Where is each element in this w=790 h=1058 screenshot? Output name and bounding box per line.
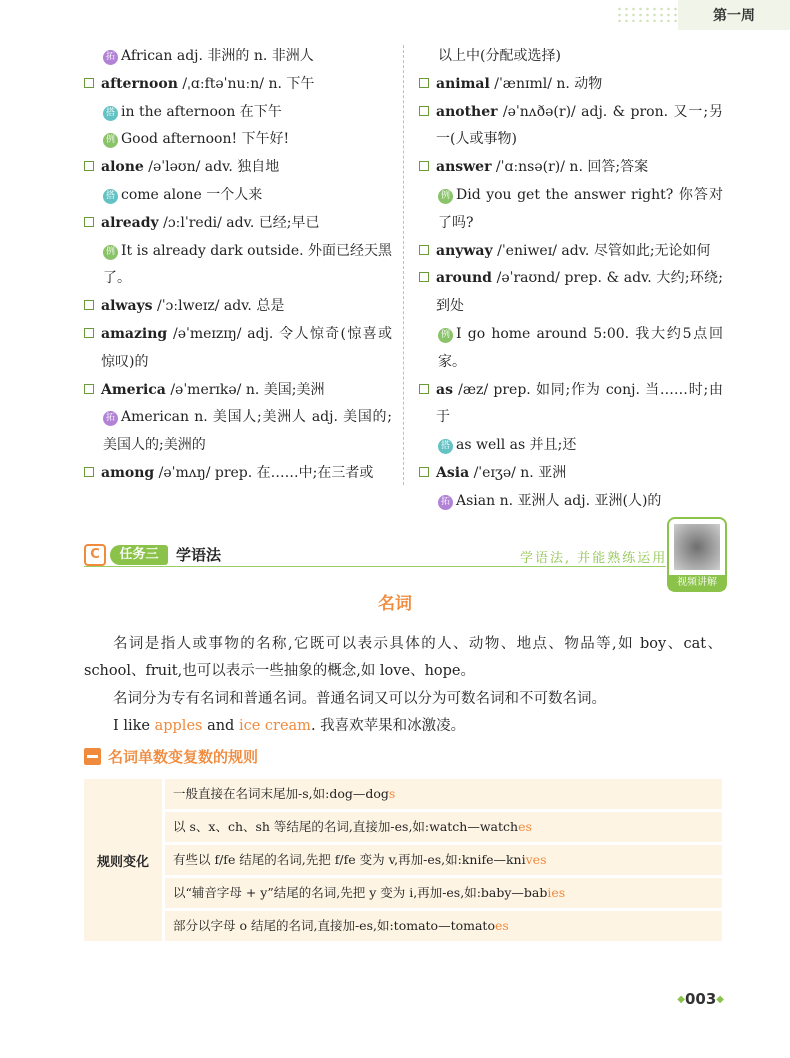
section-task-badge: 任务三 <box>110 545 168 565</box>
vocab-definition: /æz/ prep. 如同;作为 conj. 当……时;由于 <box>436 381 723 426</box>
vocab-word: as <box>436 381 453 398</box>
vocab-word: always <box>101 298 153 315</box>
rule-suffix: s <box>388 786 396 801</box>
vocab-word: Asia <box>436 464 470 481</box>
rule-row <box>165 911 722 941</box>
note-text: It is already dark outside. 外面已经天黑了。 <box>103 242 393 287</box>
vocab-entry <box>419 238 723 266</box>
rule-row <box>165 878 722 908</box>
rule-suffix: es <box>518 819 532 834</box>
vocab-definition: /əˈmerɪkə/ n. 美国;美洲 <box>165 381 325 398</box>
vocab-entry <box>419 377 723 433</box>
rule-text: 以“辅音字母 + y”结尾的名词,先把 y 变为 i,再加-es,如:baby—bab <box>173 885 548 900</box>
vocab-column-right <box>419 43 723 516</box>
rule-text: 部分以字母 o 结尾的名词,直接加-es,如:tomato—tomato <box>173 918 495 933</box>
ex-tag-icon: 例 <box>103 133 118 148</box>
vocab-note <box>419 432 723 460</box>
rule-text: 有些以 f/fe 结尾的名词,先把 f/fe 变为 v,再加-es,如:knife—kni <box>173 852 526 867</box>
checkbox-icon[interactable] <box>419 78 429 88</box>
vocab-definition: /əˈləʊn/ adv. 独自地 <box>143 159 280 176</box>
vocab-word: afternoon <box>101 75 178 92</box>
note-text: 以上中(分配或选择) <box>438 48 561 64</box>
vocab-definition: /əˈraʊnd/ prep. & adv. 大约;环绕;到处 <box>436 270 723 315</box>
example-highlight: apples <box>154 718 203 734</box>
vocab-word: anyway <box>436 242 493 259</box>
rule-suffix: es <box>494 918 509 933</box>
rule-text: 以 s、x、ch、sh 等结尾的名词,直接加-es,如:watch—watch <box>173 819 519 834</box>
vocab-definition: /əˈnʌðə(r)/ adj. & pron. 又一;另一(人或事物) <box>436 103 723 148</box>
vocab-word: animal <box>436 75 490 92</box>
vocab-entry <box>419 154 723 182</box>
vocab-entry <box>84 293 392 321</box>
vocab-entry <box>84 377 392 405</box>
vocab-definition: /ˌɑːftəˈnuːn/ n. 下午 <box>177 75 315 92</box>
section-hint: 学语法, 并能熟练运用 <box>520 551 668 566</box>
vocab-definition: /ˈænɪml/ n. 动物 <box>489 75 603 92</box>
vocab-note <box>419 488 723 516</box>
checkbox-icon[interactable] <box>419 245 429 255</box>
note-text: Did you get the answer right? 你答对了吗? <box>438 186 723 231</box>
qr-image <box>674 524 720 570</box>
vocab-definition: /əˈmʌŋ/ prep. 在……中;在三者或 <box>154 464 374 481</box>
note-text: in the afternoon 在下午 <box>121 103 282 120</box>
checkbox-icon[interactable] <box>84 78 94 88</box>
vocab-definition: /ˈɔːlweɪz/ adv. 总是 <box>152 298 285 315</box>
checkbox-icon[interactable] <box>84 384 94 394</box>
checkbox-icon[interactable] <box>419 272 429 282</box>
vocab-entry <box>84 210 392 238</box>
ex-tag-icon: 例 <box>103 245 118 260</box>
note-text: Good afternoon! 下午好! <box>121 131 290 148</box>
note-text: African adj. 非洲的 n. 非洲人 <box>121 48 314 64</box>
checkbox-icon[interactable] <box>84 217 94 227</box>
vocab-entry <box>419 71 723 99</box>
vocab-entry <box>84 71 392 99</box>
rule-row <box>165 845 722 875</box>
vocab-note <box>84 182 392 210</box>
vocab-note <box>84 126 392 154</box>
page-number: ◆003◆ <box>677 990 724 1008</box>
vocab-word: around <box>436 270 492 287</box>
checkbox-icon[interactable] <box>84 300 94 310</box>
pair-tag-icon: 搭 <box>103 106 118 121</box>
checkbox-icon[interactable] <box>419 384 429 394</box>
section-title: 学语法 <box>176 546 222 564</box>
vocab-entry <box>419 99 723 155</box>
ext-tag-icon: 拓 <box>103 50 118 65</box>
video-qr-code[interactable] <box>667 517 727 592</box>
vocab-entry <box>84 321 392 377</box>
lesson-paragraph-1: 名词是指人或事物的名称,它既可以表示具体的人、动物、地点、物品等,如 boy、cat、school、fruit,也可以表示一些抽象的概念,如 love、hope。 <box>84 636 722 679</box>
vocab-definition: /ˈeniweɪ/ adv. 尽管如此;无论如何 <box>492 242 711 259</box>
vocab-definition: /ˈɑːnsə(r)/ n. 回答;答案 <box>491 159 649 176</box>
week-label: 第一周 <box>713 8 755 24</box>
checkbox-icon[interactable] <box>419 106 429 116</box>
dot-pattern <box>616 6 678 22</box>
rule-suffix: ies <box>547 885 566 900</box>
page-number-text: 003 <box>684 990 717 1008</box>
vocab-entry <box>84 154 392 182</box>
video-label: 视频讲解 <box>669 575 725 590</box>
vocab-definition: /əˈmeɪzɪŋ/ adj. 令人惊奇(惊喜或惊叹)的 <box>101 325 392 370</box>
checkbox-icon[interactable] <box>84 161 94 171</box>
ext-tag-icon: 拓 <box>438 495 453 510</box>
rule-suffix: ves <box>525 852 547 867</box>
vocab-note <box>419 182 723 238</box>
note-text: American n. 美国人;美洲人 adj. 美国的;美国人的;美洲的 <box>103 409 392 454</box>
checkbox-icon[interactable] <box>84 467 94 477</box>
week-tab <box>678 0 790 30</box>
vocab-note <box>419 43 723 71</box>
column-divider <box>403 45 404 485</box>
rule-row <box>165 779 722 809</box>
vocab-definition: /ˈeɪʒə/ n. 亚洲 <box>469 464 567 481</box>
note-text: as well as 并且;还 <box>456 437 577 454</box>
rule-row <box>165 812 722 842</box>
note-text: I go home around 5:00. 我大约5点回家。 <box>438 325 723 370</box>
minus-box-icon <box>84 748 101 765</box>
vocab-note <box>84 404 392 460</box>
note-text: come alone 一个人来 <box>121 186 263 203</box>
vocab-definition: /ɔːlˈredi/ adv. 已经;早已 <box>158 214 320 231</box>
rules-table <box>84 779 722 941</box>
lesson-paragraph-2: 名词分为专有名词和普通名词。普通名词又可以分为可数名词和不可数名词。 <box>113 691 606 707</box>
example-highlight: ice cream <box>238 718 311 734</box>
rule-text: 一般直接在名词末尾加-s,如:dog—dog <box>173 786 389 801</box>
vocab-word: answer <box>436 159 492 176</box>
vocab-word: amazing <box>101 325 168 342</box>
ex-tag-icon: 例 <box>438 328 453 343</box>
lesson-title: 名词 <box>378 594 412 614</box>
lesson-example <box>84 713 722 740</box>
vocab-note <box>84 238 392 294</box>
pair-tag-icon: 搭 <box>103 189 118 204</box>
vocab-note <box>84 43 392 71</box>
section-underline <box>84 566 666 567</box>
vocab-word: already <box>101 214 159 231</box>
example-text: and <box>202 718 239 734</box>
vocab-word: another <box>436 103 498 120</box>
vocab-entry <box>419 265 723 321</box>
note-text: Asian n. 亚洲人 adj. 亚洲(人)的 <box>456 492 662 509</box>
rules-label: 规则变化 <box>84 779 162 941</box>
vocab-word: alone <box>101 159 144 176</box>
vocab-word: among <box>101 464 155 481</box>
ex-tag-icon: 例 <box>438 189 453 204</box>
example-text: I like <box>113 718 155 734</box>
rules-heading-text: 名词单数变复数的规则 <box>108 748 259 766</box>
vocab-note <box>84 99 392 127</box>
section-c-icon: C <box>84 544 106 566</box>
vocab-entry <box>419 460 723 488</box>
vocab-column-left <box>84 43 392 488</box>
checkbox-icon[interactable] <box>419 161 429 171</box>
vocab-note <box>419 321 723 377</box>
checkbox-icon[interactable] <box>84 328 94 338</box>
ext-tag-icon: 拓 <box>103 411 118 426</box>
vocab-entry <box>84 460 392 488</box>
example-text: . 我喜欢苹果和冰激凌。 <box>310 718 466 734</box>
vocab-word: America <box>101 381 166 398</box>
checkbox-icon[interactable] <box>419 467 429 477</box>
pair-tag-icon: 搭 <box>438 439 453 454</box>
